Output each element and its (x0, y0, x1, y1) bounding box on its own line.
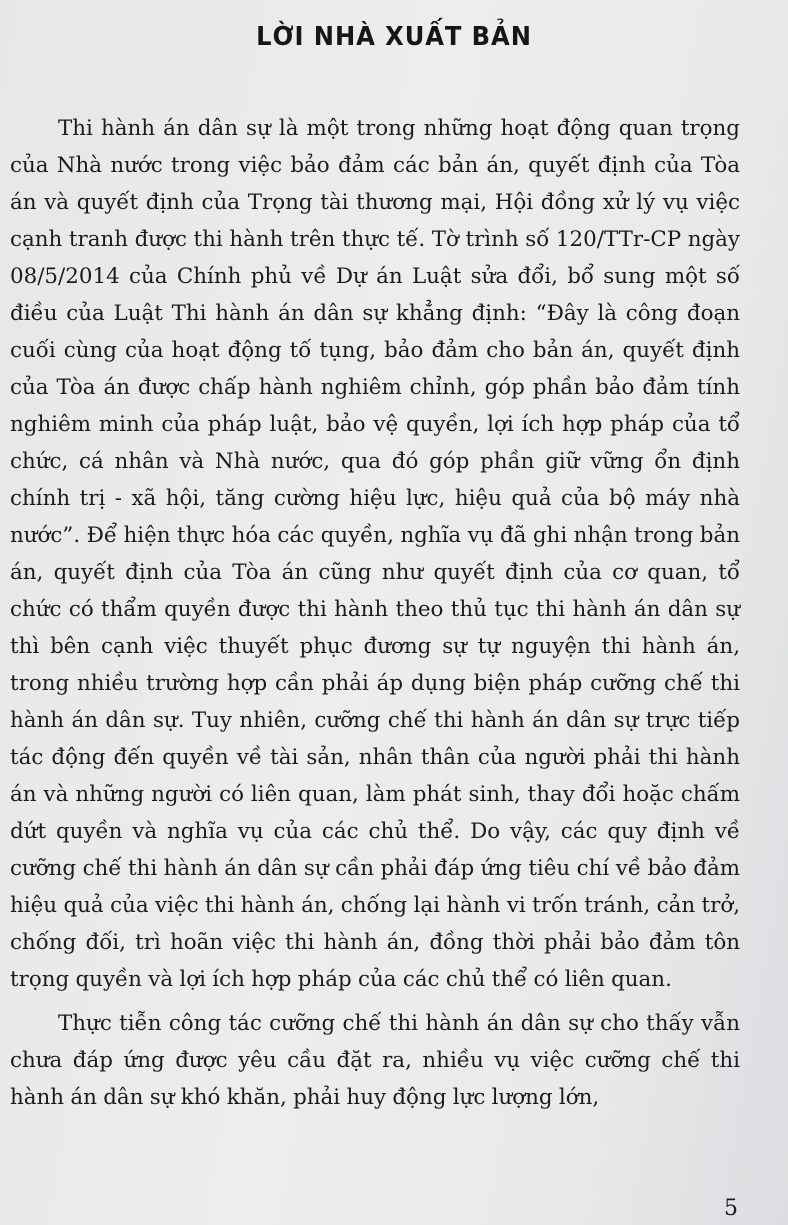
page-number: 5 (724, 1196, 738, 1221)
paragraph-1: Thi hành án dân sự là một trong những hoạt động quan trọng của Nhà nước trong việc bảo đảm các bản án, quyết định của Tòa án và quyết định của Trọng tài thương mại, Hội đồng xử lý vụ việc cạnh tranh được thi hành trên thực tế. Tờ trình số 120/TTr-CP ngày 08/5/2014 của Chính phủ về Dự án Luật sửa đổi, bổ sung một số điều của Luật Thi hành án dân sự khẳng định: “Đây là công đoạn cuối cùng của hoạt động tố tụng, bảo đảm cho bản án, quyết định của Tòa án được chấp hành nghiêm chỉnh, góp phần bảo đảm tính nghiêm minh của pháp luật, bảo vệ quyền, lợi ích hợp pháp của tổ chức, cá nhân và Nhà nước, qua đó góp phần giữ vững ổn định chính trị - xã hội, tăng cường hiệu lực, hiệu quả của bộ máy nhà nước”. Để hiện thực hóa các quyền, nghĩa vụ đã ghi nhận trong bản án, quyết định của Tòa án cũng như quyết định của cơ quan, tổ chức có thẩm quyền được thi hành theo thủ tục thi hành án dân sự thì bên cạnh việc thuyết phục đương sự tự nguyện thi hành án, trong nhiều trường hợp cần phải áp dụng biện pháp cưỡng chế thi hành án dân sự. Tuy nhiên, cưỡng chế thi hành án dân sự trực tiếp tác động đến quyền về tài sản, nhân thân của người phải thi hành án và những người có liên quan, làm phát sinh, thay đổi hoặc chấm dứt quyền và nghĩa vụ của các chủ thể. Do vậy, các quy định về cưỡng chế thi hành án dân sự cần phải đáp ứng tiêu chí về bảo đảm hiệu quả của việc thi hành án, chống lại hành vi trốn tránh, cản trở, chống đối, trì hoãn việc thi hành án, đồng thời phải bảo đảm tôn trọng quyền và lợi ích hợp pháp của các chủ thể có liên quan. (10, 116, 740, 992)
page-title: LỜI NHÀ XUẤT BẢN (256, 22, 532, 52)
body-text (10, 110, 740, 1116)
paragraph-2: Thực tiễn công tác cưỡng chế thi hành án dân sự cho thấy vẫn chưa đáp ứng được yêu cầu đặt ra, nhiều vụ việc cưỡng chế thi hành án dân sự khó khăn, phải huy động lực lượng lớn, (10, 1011, 740, 1110)
